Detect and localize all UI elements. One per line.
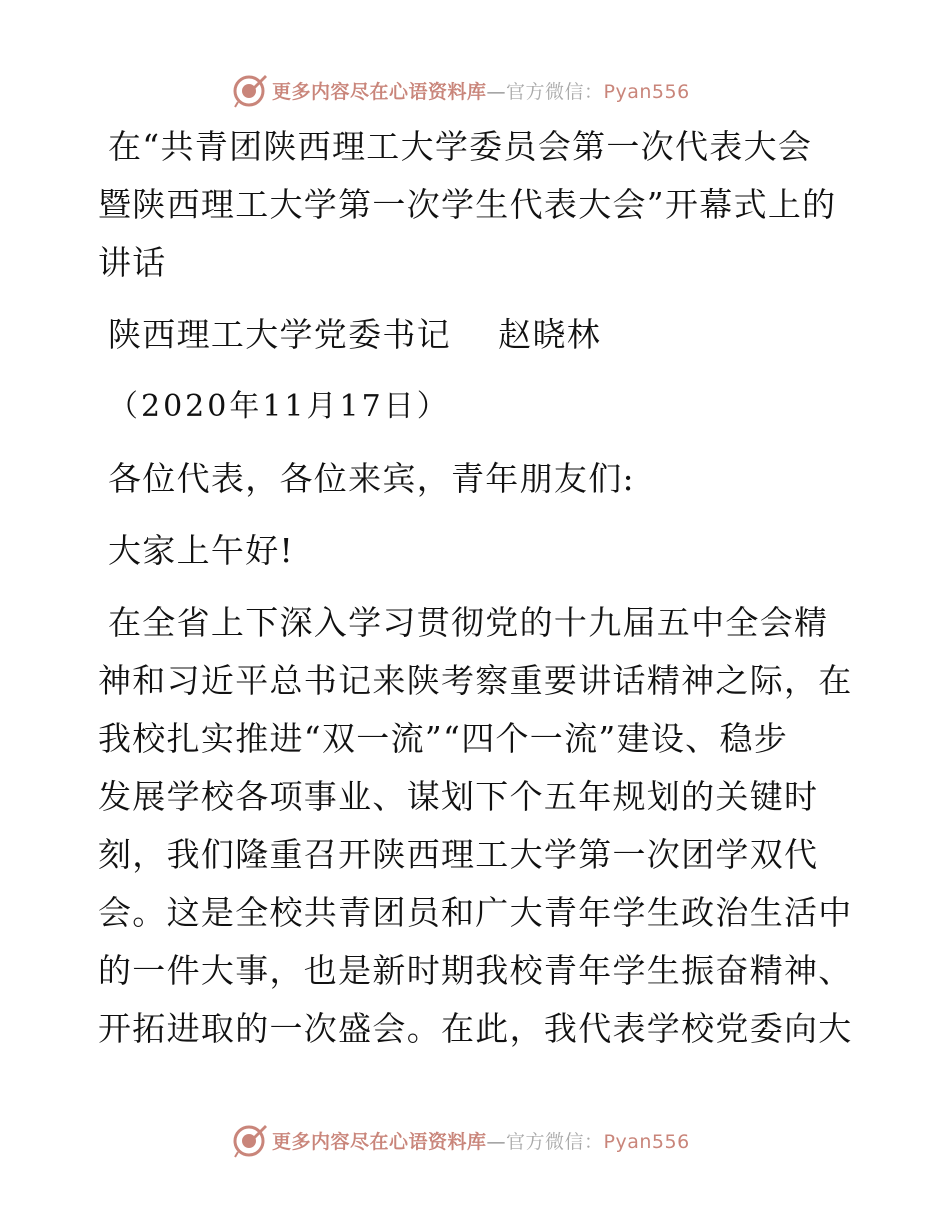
pen-logo-icon	[232, 1122, 268, 1158]
pen-logo-icon	[232, 72, 268, 108]
body-line: 发展学校各项事业、谋划下个五年规划的关键时	[98, 777, 819, 816]
document-body	[98, 118, 858, 1058]
banner-text: 更多内容尽在心语资料库—官方微信：Pyan556	[272, 80, 690, 103]
title-line-3: 讲话	[98, 243, 167, 282]
date-line: （2020年11月17日）	[108, 389, 450, 424]
salutation: 各位代表，各位来宾，青年朋友们:	[108, 459, 635, 498]
body-line: 我校扎实推进“双一流”“四个一流”建设、稳步	[98, 719, 789, 758]
title-line-1: 在“共青团陕西理工大学委员会第一次代表大会	[108, 127, 813, 166]
body-line: 在全省上下深入学习贯彻党的十九届五中全会精	[108, 603, 829, 642]
body-line: 的一件大事，也是新时期我校青年学生振奋精神、	[98, 951, 853, 990]
body-line: 开拓进取的一次盛会。在此，我代表学校党委向大	[98, 1009, 853, 1048]
author-line: 陕西理工大学党委书记 赵晓林	[108, 315, 602, 354]
footer-banner	[232, 1120, 690, 1160]
body-line: 刻，我们隆重召开陕西理工大学第一次团学双代	[98, 835, 819, 874]
body-paragraph	[98, 594, 858, 1058]
header-banner	[232, 70, 690, 110]
greeting: 大家上午好!	[108, 531, 295, 570]
banner-text: 更多内容尽在心语资料库—官方微信：Pyan556	[272, 1130, 690, 1153]
title-line-2: 暨陕西理工大学第一次学生代表大会”开幕式上的	[98, 185, 837, 224]
body-line: 会。这是全校共青团员和广大青年学生政治生活中	[98, 893, 853, 932]
body-line: 神和习近平总书记来陕考察重要讲话精神之际，在	[98, 661, 853, 700]
